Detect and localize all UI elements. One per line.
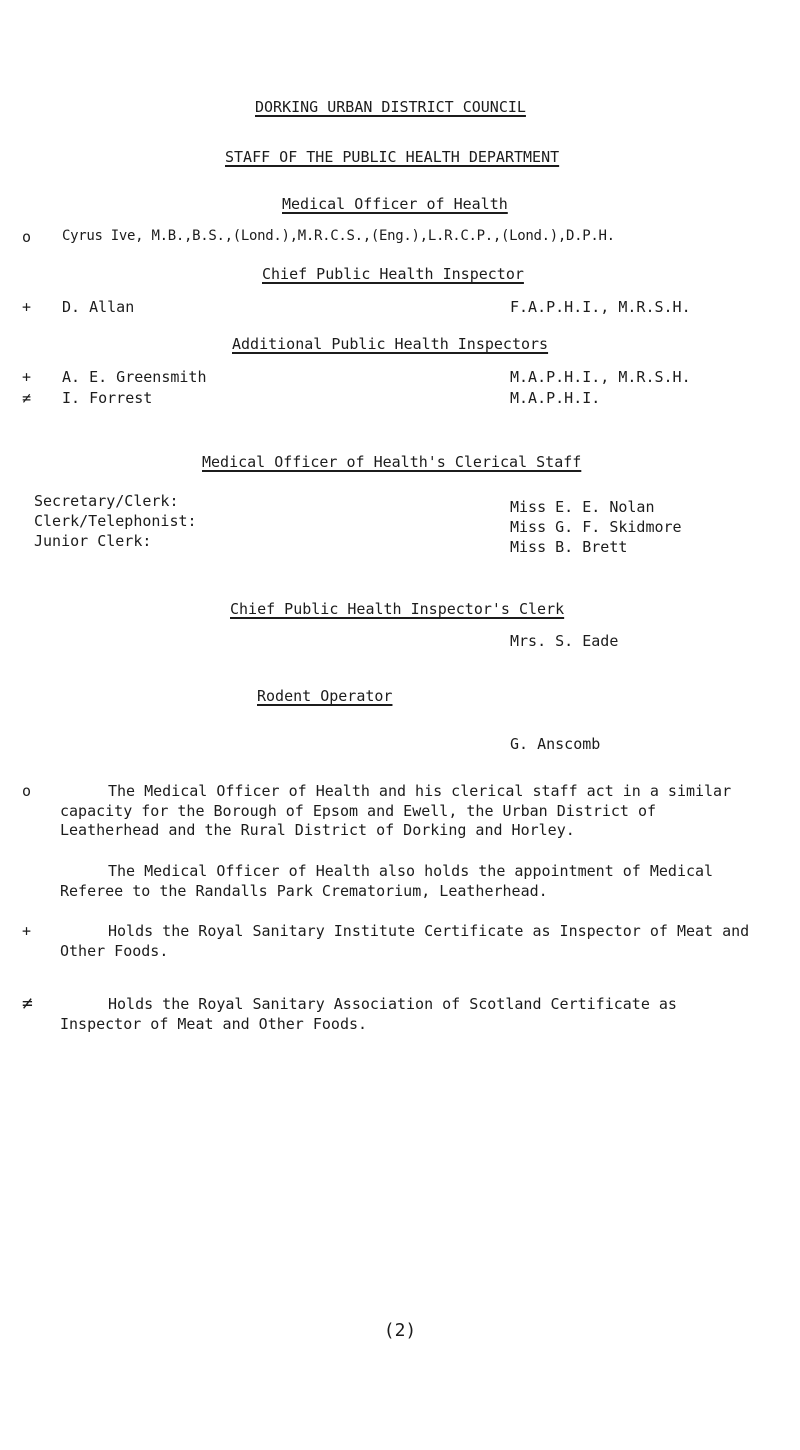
- moh-marker: o: [22, 228, 32, 246]
- note-2-text: The Medical Officer of Health also holds the appointment of Medical Referee to the Randalls Park Crematorium, Leatherhead.: [60, 862, 714, 900]
- moh-heading: Medical Officer of Health: [282, 195, 508, 213]
- moh-qualifications: M.B.,B.S.,(Lond.),M.R.C.S.,(Eng.),L.R.C.P.,(Lond.),D.P.H.: [151, 228, 615, 244]
- note-1-marker: o: [22, 782, 32, 800]
- note-4: [60, 995, 750, 1034]
- rodent-name: G. Anscomb: [510, 735, 601, 753]
- additional-name-1: A. E. Greensmith: [62, 368, 207, 386]
- additional-marker-1: +: [22, 368, 32, 386]
- cphi-clerk-heading: Chief Public Health Inspector's Clerk: [230, 600, 565, 618]
- note-1-text: The Medical Officer of Health and his clerical staff act in a similar capacity for the Borough of Epsom and Ewell, the Urban District of Leatherhead and the Rural District of Dorking and Horley.: [60, 782, 732, 839]
- page-number: (2): [383, 1320, 417, 1341]
- cphi-name: D. Allan: [62, 298, 135, 316]
- additional-marker-2: ≠: [22, 389, 32, 407]
- clerical-role-1: Secretary/Clerk:: [34, 492, 179, 510]
- note-4-marker: ≠: [22, 993, 33, 1014]
- additional-name-2: I. Forrest: [62, 389, 153, 407]
- cphi-qualifications: F.A.P.H.I., M.R.S.H.: [510, 298, 691, 316]
- note-4-text: Holds the Royal Sanitary Association of Scotland Certificate as Inspector of Meat and Other Foods.: [60, 995, 677, 1033]
- moh-line: [62, 228, 615, 246]
- council-title: DORKING URBAN DISTRICT COUNCIL: [255, 98, 526, 116]
- note-3-marker: +: [22, 922, 32, 940]
- note-2: [60, 862, 750, 901]
- additional-qualifications-2: M.A.P.H.I.: [510, 389, 601, 407]
- clerical-role-2: Clerk/Telephonist:: [34, 512, 197, 530]
- note-3: [60, 922, 750, 961]
- cphi-clerk-name: Mrs. S. Eade: [510, 632, 619, 650]
- additional-qualifications-1: M.A.P.H.I., M.R.S.H.: [510, 368, 691, 386]
- additional-heading: Additional Public Health Inspectors: [232, 335, 549, 353]
- cphi-marker: +: [22, 298, 32, 316]
- cphi-heading: Chief Public Health Inspector: [262, 265, 524, 283]
- note-1: [60, 782, 750, 841]
- page-heading: STAFF OF THE PUBLIC HEALTH DEPARTMENT: [225, 148, 560, 166]
- rodent-heading: Rodent Operator: [257, 687, 393, 705]
- clerical-name-2: Miss G. F. Skidmore: [510, 518, 682, 536]
- clerical-role-3: Junior Clerk:: [34, 532, 152, 550]
- moh-name: Cyrus Ive,: [62, 228, 144, 244]
- note-3-text: Holds the Royal Sanitary Institute Certificate as Inspector of Meat and Other Foods.: [60, 922, 750, 960]
- clerical-name-1: Miss E. E. Nolan: [510, 498, 655, 516]
- clerical-name-3: Miss B. Brett: [510, 538, 628, 556]
- clerical-heading: Medical Officer of Health's Clerical Staff: [202, 453, 582, 471]
